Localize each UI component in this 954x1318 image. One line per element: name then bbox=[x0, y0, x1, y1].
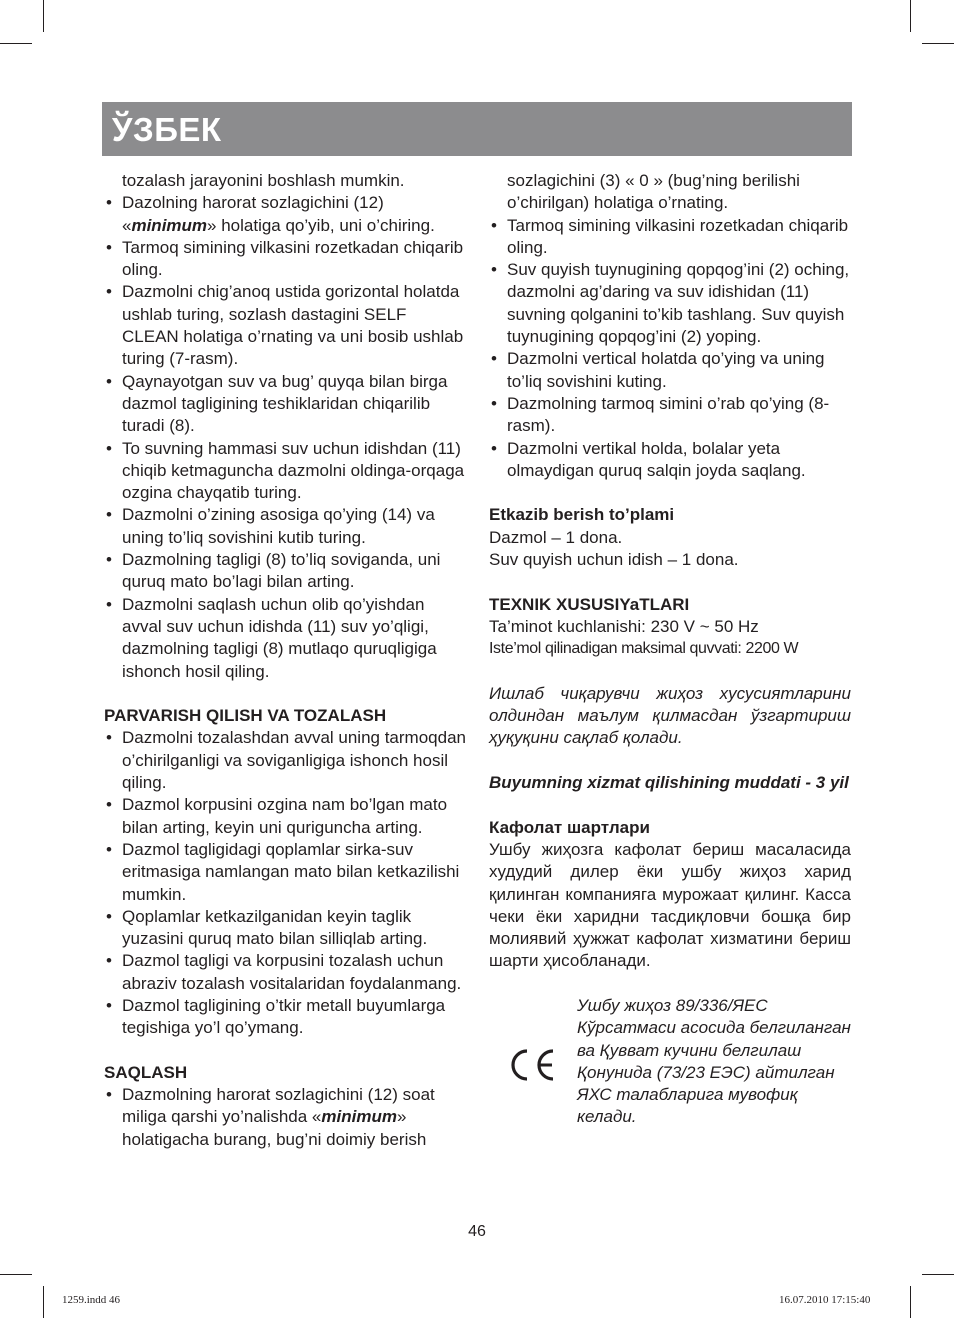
spec-voltage: Ta’minot kuchlanishi: 230 V ~ 50 Hz bbox=[489, 616, 759, 636]
item-text: Dazolning harorat sozlagichini (12) « bbox=[122, 193, 384, 235]
list-item: • Tarmoq simining vilkasini rozetkadan chiqarib oling. bbox=[489, 215, 851, 260]
list-item: • Dazmol tagligining o’tkir metall buyumlarga tegishiga yo’l qo’ymang. bbox=[104, 995, 466, 1040]
left-column bbox=[104, 170, 466, 1151]
specs-heading: TEXNIK XUSUSIYaTLARI bbox=[489, 594, 690, 614]
slug-file: 1259.indd 46 bbox=[62, 1294, 121, 1306]
manufacturer-note: Ишлаб чиқарувчи жиҳоз хусусиятларини олдиндан маълум қилмасдан ўзгартириш ҳуқуқини сақлаб қолади. bbox=[489, 683, 851, 748]
language-header bbox=[102, 102, 852, 156]
list-item: • Dazmolni o’zining asosiga qo’ying (14) va uning to’liq sovishini kutib turing. bbox=[104, 504, 466, 549]
slug-datetime: 16.07.2010 17:15:40 bbox=[779, 1294, 871, 1306]
service-life: Buyumning xizmat qilishining muddati - 3 yil bbox=[489, 773, 849, 793]
list-item: • Tarmoq simining vilkasini rozetkadan chiqarib oling. bbox=[104, 237, 466, 282]
list-item bbox=[104, 1084, 466, 1151]
item-text: » holatigacha burang, bug’ni doimiy berish bbox=[122, 1107, 427, 1149]
crop-mark bbox=[43, 0, 44, 32]
emphasis-text: minimum bbox=[321, 1107, 397, 1127]
warranty-text: Ушбу жиҳозга кафолат бериш масаласида худудий дилер ёки ушбу жиҳоз харид қилинган компанияга мурожаат қилинг. Касса чеки ёки харидни тасдиқловчи бошқа бир молиявий ҳужжат кафолат хизматини бериш шарти ҳисобланади. bbox=[489, 839, 851, 971]
emphasis-text: minimum bbox=[131, 215, 208, 235]
list-item: • Dazmolni vertical holatda qo’ying va uning to’liq sovishini kuting. bbox=[489, 348, 851, 393]
ce-mark-icon bbox=[507, 1047, 559, 1083]
spec-power: Iste’mol qilinadigan maksimal quvvati: 2200 W bbox=[489, 640, 799, 658]
list-item: • Dazmol tagligidagi qoplamlar sirka-suv eritmasiga namlangan mato bilan ketkazilishi mumkin. bbox=[104, 839, 466, 906]
item-text: » holatiga qo’yib, uni o’chiring. bbox=[207, 215, 435, 235]
ce-compliance bbox=[489, 995, 851, 1130]
list-item: • Dazmolni tozalashdan avval uning tarmoqdan o’chirilganligi va soviganligiga ishonch hosil qiling. bbox=[104, 727, 466, 794]
list-item bbox=[104, 192, 466, 237]
item-text: Dazmolning harorat sozlagichini (12) soat miliga qarshi yo’nalishda « bbox=[122, 1085, 435, 1127]
list-item: • Dazmolning tagligi (8) to’liq soviganda, uni quruq mato bo’lagi bilan arting. bbox=[104, 549, 466, 594]
list-item: • Dazmolni vertikal holda, bolalar yeta olmaydigan quruq salqin joyda saqlang. bbox=[489, 438, 851, 483]
care-heading: PARVARISH QILISH VA TOZALASH bbox=[104, 706, 387, 726]
crop-mark bbox=[922, 1274, 954, 1275]
continued-text: tozalash jarayonini boshlash mumkin. bbox=[122, 171, 405, 190]
header-title: ЎЗБЕК bbox=[112, 111, 222, 148]
delivery-heading: Etkazib berish to’plami bbox=[489, 505, 675, 525]
crop-mark bbox=[0, 43, 32, 44]
cleaning-steps-list bbox=[104, 192, 466, 683]
list-item: • Dazmol korpusini ozgina nam bo’lgan mato bilan arting, keyin uni quriguncha arting. bbox=[104, 794, 466, 839]
crop-mark bbox=[0, 1274, 32, 1275]
list-item: • Dazmolni chig’anoq ustida gorizontal holatda ushlab turing, sozlash dastagini SELF CLEAN holatiga o’rnating va uni bosib ushlab turing (7-rasm). bbox=[104, 281, 466, 370]
list-item: • Dazmolning tarmoq simini o’rab qo’ying (8-rasm). bbox=[489, 393, 851, 438]
list-item: • To suvning hammasi suv uchun idishdan (11) chiqib ketmaguncha dazmolni oldinga-orqaga ozgina chayqatib turing. bbox=[104, 438, 466, 505]
list-item: • Dazmol tagligi va korpusini tozalash uchun abraziv tozalash vositalaridan foydalanmang. bbox=[104, 950, 466, 995]
storage-heading: SAQLASH bbox=[104, 1062, 188, 1082]
crop-mark bbox=[922, 43, 954, 44]
crop-mark bbox=[910, 1286, 911, 1318]
warranty-heading: Кафолат шартлари bbox=[489, 817, 650, 837]
delivery-line: Suv quyish uchun idish – 1 dona. bbox=[489, 550, 739, 570]
storage-list bbox=[104, 1084, 466, 1151]
care-list bbox=[104, 727, 466, 1039]
list-item: • Dazmolni saqlash uchun olib qo’yishdan avval suv uchun idishda (11) suv yo’qligi, dazmolning tagligi (8) mutlaqo quruqligiga ishonch hosil qiling. bbox=[104, 594, 466, 683]
ce-text: Ушбу жиҳоз 89/336/ЯЕС Кўрсатмаси асосида белгиланган ва Қувват кучини белгилаш Қонунида (73/23 ЕЭС) айтилган ЯХС талабларига мувофиқ келади. bbox=[577, 995, 851, 1127]
right-column bbox=[489, 170, 851, 1130]
continued-text: sozlagichini (3) « 0 » (bug’ning berilishi o’chirilgan) holatiga o’rnating. bbox=[507, 171, 800, 213]
page-number: 46 bbox=[468, 1223, 486, 1240]
storage-steps-list bbox=[489, 215, 851, 483]
crop-mark bbox=[910, 0, 911, 32]
list-item: • Qaynayotgan suv va bug’ quyqa bilan birga dazmol tagligining teshiklaridan chiqarilib turadi (8). bbox=[104, 371, 466, 438]
list-item: • Suv quyish tuynugining qopqog’ini (2) oching, dazmolni ag’daring va suv idishidan (11) suvning qolganini to’kib tashlang. Suv quyish tuynugining qopqog’ini (2) yoping. bbox=[489, 259, 851, 348]
list-item: • Qoplamlar ketkazilganidan keyin taglik yuzasini quruq mato bilan silliqlab arting. bbox=[104, 906, 466, 951]
delivery-line: Dazmol – 1 dona. bbox=[489, 527, 623, 547]
crop-mark bbox=[43, 1286, 44, 1318]
